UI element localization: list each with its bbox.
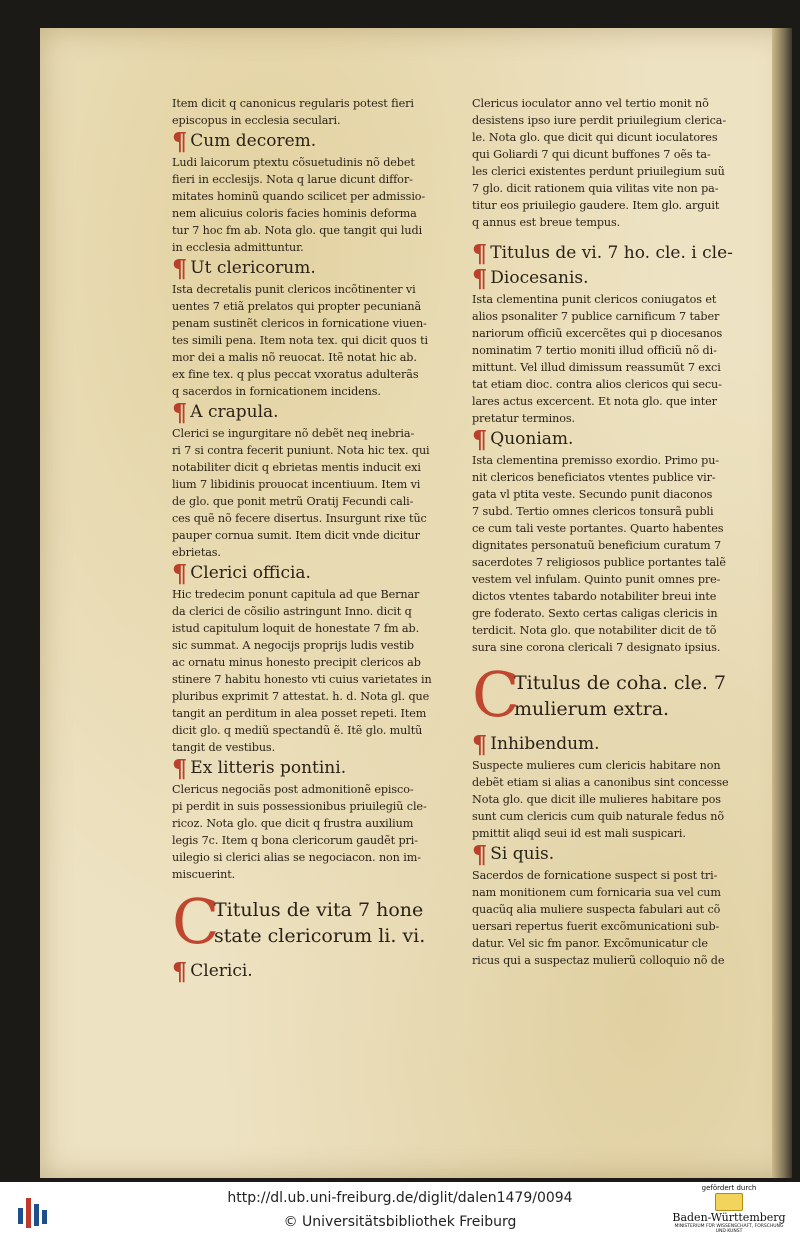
text-line: quacũq alia muliere suspecta fabulari aut cõ	[472, 903, 721, 916]
title-line: Titulus de coha. cle. 7	[514, 672, 727, 694]
section-heading: ¶ Inhibendum.	[472, 730, 600, 759]
text-line: de glo. que ponit metrũ Oratij Fecundi cali-	[172, 495, 414, 508]
section-heading: ¶ A crapula.	[172, 398, 279, 427]
text-line: nariorum officiũ excercẽtes qui p diocesanos	[472, 327, 723, 340]
text-line: tangit de vestibus.	[172, 741, 276, 754]
text-line: titur eos priuilegio gaudere. Item glo. arguit	[472, 199, 720, 212]
text-line: tat etiam dioc. contra alios clericos qui secu-	[472, 378, 722, 391]
text-line: istud capitulum loquit de honestate 7 fm ab.	[172, 622, 420, 635]
permalink-url[interactable]: http://dl.ub.uni-freiburg.de/diglit/dalen1479/0094	[227, 1190, 573, 1206]
text-line: sic summat. A negocijs proprijs ludis vestib	[172, 639, 414, 652]
text-line: sura sine corona clericali 7 designato ipsius.	[472, 641, 721, 654]
text-line: ri 7 si contra fecerit puniunt. Nota hic tex. qui	[172, 444, 430, 457]
text-line: ex fine tex. q plus peccat vxoratus adulterãs	[172, 368, 419, 381]
text-line: Sacerdos de fornicatione suspect si post tri-	[472, 869, 718, 882]
text-line: mittunt. Vel illud dimissum reassumũt 7 exci	[472, 361, 721, 374]
text-line: legis 7c. Item q bona clericorum gaudẽt pri-	[172, 834, 418, 847]
section-heading: ¶ Clerici officia.	[172, 559, 311, 588]
text-line: 7 subd. Tertio omnes clericos tonsurã publi	[472, 505, 714, 518]
paragraph-mark-icon: ¶	[472, 840, 488, 869]
right-column	[472, 95, 744, 969]
text-line: miscuerint.	[172, 868, 236, 881]
paragraph-mark-icon: ¶	[172, 254, 188, 283]
text-line: uilegio si clerici alias se negociacon. non im-	[172, 851, 421, 864]
text-line: dignitates personatuũ beneficium curatum 7	[472, 539, 722, 552]
baden-wuerttemberg-crest-icon	[715, 1193, 743, 1211]
text-line: Ludi laicorum ptextu cõsuetudinis nõ debet	[172, 156, 415, 169]
text-line: desistens ipso iure perdit priuilegium clerica-	[472, 114, 727, 127]
text-line: dicit glo. q mediũ spectandũ ẽ. Itẽ glo. multũ	[172, 724, 423, 737]
text-line: ces quẽ nõ fecere disertus. Insurgunt rixe tũc	[172, 512, 427, 525]
section-heading: ¶ Si quis.	[472, 840, 555, 869]
text-line: gata vl ptita veste. Secundo punit diaconos	[472, 488, 713, 501]
title-block	[472, 658, 744, 731]
text-line: Clericus negociãs post admonitionẽ episco-	[172, 783, 414, 796]
text-line: tangit an perditum in alea posset repeti. Item	[172, 707, 427, 720]
text-line: debẽt etiam si alias a canonibus sint concesse	[472, 776, 729, 789]
title-line: Titulus de vita 7 hone	[214, 899, 424, 921]
text-line: nem alicuius coloris facies hominis deforma	[172, 207, 417, 220]
text-line: tes simili pena. Item nota tex. qui dicit quos ti	[172, 334, 429, 347]
sponsor-block	[670, 1184, 788, 1234]
text-line: pmittit aliqd seui id est mali suspicari.	[472, 827, 686, 840]
text-line: tur 7 hoc fm ab. Nota glo. que tangit qui ludi	[172, 224, 423, 237]
text-line: in ecclesia admittuntur.	[172, 241, 304, 254]
paragraph-mark-icon: ¶	[172, 559, 188, 588]
text-line: terdicit. Nota glo. que notabiliter dicit de tõ	[472, 624, 717, 637]
text-line: les clerici existentes perdunt priuilegium suũ	[472, 165, 725, 178]
section-heading: ¶ Cum decorem.	[172, 127, 317, 156]
paragraph-mark-icon: ¶	[472, 264, 488, 293]
text-line: le. Nota glo. que dicit qui dicunt ioculatores	[472, 131, 718, 144]
text-line: nam monitionem cum fornicaria sua vel cum	[472, 886, 721, 899]
text-line: Ista clementina premisso exordio. Primo pu-	[472, 454, 719, 467]
text-line: Item dicit q canonicus regularis potest fieri	[172, 97, 414, 110]
section-heading: ¶ Ex litteris pontini.	[172, 754, 347, 783]
text-line: sacerdotes 7 religiosos publice portantes talẽ	[472, 556, 726, 569]
copyright-text: © Universitätsbibliothek Freiburg	[283, 1214, 517, 1230]
viewer-footer	[0, 1182, 800, 1240]
initial-c-icon: C	[472, 658, 520, 731]
paragraph-mark-icon: ¶	[172, 957, 188, 986]
sponsor-name: Baden-Württemberg	[672, 1211, 786, 1224]
title-heading: ¶ Titulus de vi. 7 ho. cle. i cle-	[472, 239, 733, 268]
text-line: Nota glo. que dicit ille mulieres habitare pos	[472, 793, 721, 806]
section-heading: ¶ Quoniam.	[472, 425, 574, 454]
text-line: ac ornatu minus honesto precipit clericos ab	[172, 656, 421, 669]
text-line: da clerici de cõsilio astringunt Inno. dicit q	[172, 605, 412, 618]
title-block	[172, 885, 437, 958]
text-line: Ista decretalis punit clericos incõtinenter vi	[172, 283, 416, 296]
text-line: gre foderato. Sexto certas caligas clericis in	[472, 607, 718, 620]
text-line: Clerici se ingurgitare nõ debẽt neq inebria-	[172, 427, 415, 440]
text-line: pretatur terminos.	[472, 412, 575, 425]
text-line: Hic tredecim ponunt capitula ad que Bernar	[172, 588, 420, 601]
paragraph-mark-icon: ¶	[172, 398, 188, 427]
text-line: q sacerdos in fornicationem incidens.	[172, 385, 381, 398]
text-line: notabiliter dicit q ebrietas mentis inducit exi	[172, 461, 421, 474]
title-line: state clericorum li. vi.	[214, 925, 426, 947]
text-line: qui Goliardi 7 qui dicunt buffones 7 oẽs ta-	[472, 148, 711, 161]
initial-c-icon: C	[172, 885, 220, 958]
text-line: nominatim 7 tertio moniti illud officiũ nõ di-	[472, 344, 717, 357]
text-line: lares actus excercent. Et nota glo. que inter	[472, 395, 717, 408]
page-gutter	[772, 28, 792, 1178]
text-line: fieri in ecclesijs. Nota q larue dicunt diffor-	[172, 173, 413, 186]
paragraph-mark-icon: ¶	[172, 127, 188, 156]
text-line: nit clericos beneficiatos vtentes publice vir-	[472, 471, 716, 484]
text-line: q annus est breue tempus.	[472, 216, 621, 229]
text-line: ricoz. Nota glo. que dicit q frustra auxilium	[172, 817, 414, 830]
title-line: mulierum extra.	[514, 698, 670, 720]
text-line: 7 glo. dicit rationem quia vilitas vite non pa-	[472, 182, 719, 195]
text-line: Ista clementina punit clericos coniugatos et	[472, 293, 717, 306]
text-line: vestem vel infulam. Quinto punit omnes pre-	[472, 573, 721, 586]
text-line: pauper cornua sumit. Item dicit vnde dicitur	[172, 529, 420, 542]
text-line: datur. Vel sic fm panor. Excõmunicatur cle	[472, 937, 708, 950]
text-line: episcopus in ecclesia seculari.	[172, 114, 341, 127]
text-line: lium 7 libidinis prouocat incentiuum. Item vi	[172, 478, 421, 491]
text-line: ricus qui a suspectaz mulierũ colloquio nõ de	[472, 954, 725, 967]
text-line: mitates hominũ quando scilicet per admissio-	[172, 190, 426, 203]
left-column	[172, 95, 437, 984]
text-line: Suspecte mulieres cum clericis habitare non	[472, 759, 721, 772]
paragraph-mark-icon: ¶	[472, 730, 488, 759]
text-line: Clericus ioculator anno vel tertio monit nõ	[472, 97, 709, 110]
text-line: uersari repertus fuerit excõmunicationi sub-	[472, 920, 720, 933]
text-line: pluribus exprimit 7 attestat. h. d. Nota gl. que	[172, 690, 430, 703]
text-line: pi perdit in suis possessionibus priuilegiũ cle-	[172, 800, 427, 813]
text-line: penam sustinẽt clericos in fornicatione viuen-	[172, 317, 427, 330]
text-line: ce cum tali veste portantes. Quarto habentes	[472, 522, 724, 535]
text-line: mor dei a malis nõ reuocat. Itẽ notat hic ab.	[172, 351, 417, 364]
text-line: stinere 7 habitu honesto vti cuius varietates in	[172, 673, 432, 686]
text-line: ebrietas.	[172, 546, 221, 559]
paragraph-mark-icon: ¶	[472, 425, 488, 454]
paragraph-mark-icon: ¶	[172, 754, 188, 783]
section-heading: ¶ Ut clericorum.	[172, 254, 316, 283]
sponsor-label: gefördert durch	[701, 1184, 757, 1192]
text-line: dictos vtentes tabardo notabiliter breui inte	[472, 590, 717, 603]
section-heading: ¶ Clerici.	[172, 957, 253, 986]
text-line: uentes 7 etiã prelatos qui propter pecunianã	[172, 300, 422, 313]
sponsor-ministry: MINISTERIUM FÜR WISSENSCHAFT, FORSCHUNG UND KUNST	[674, 1224, 784, 1234]
text-line: sunt cum clericis cum quib naturale fedus nõ	[472, 810, 724, 823]
section-heading: ¶ Diocesanis.	[472, 264, 589, 293]
paragraph-mark-icon: ¶	[472, 239, 488, 268]
text-line: alios psonaliter 7 publice carnificum 7 taber	[472, 310, 720, 323]
